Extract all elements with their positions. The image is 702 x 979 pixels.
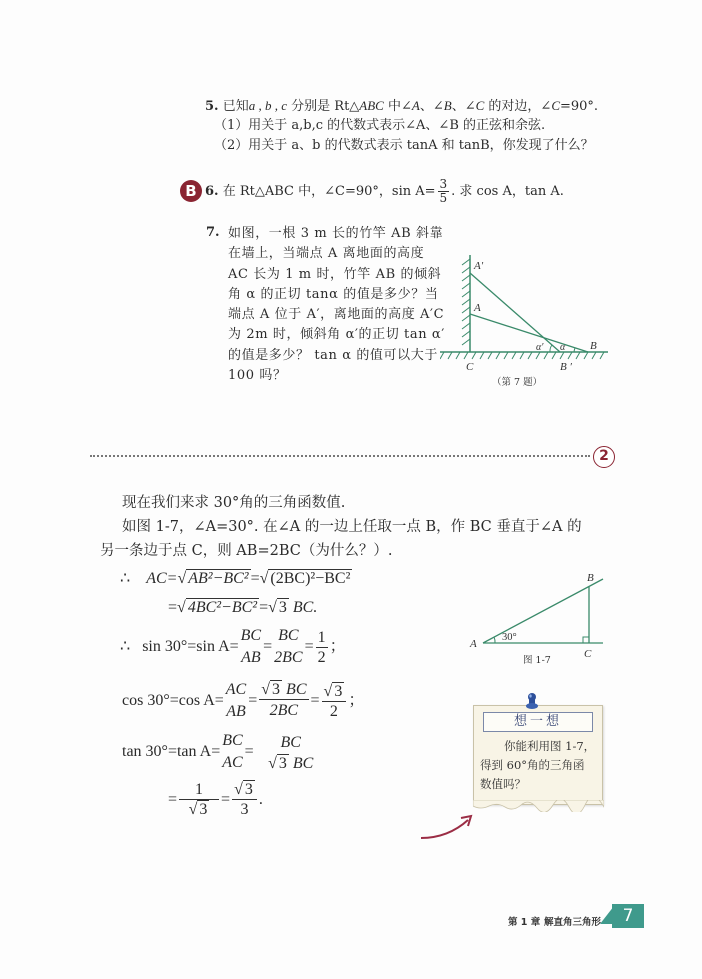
sqrt-sign: √: [259, 570, 269, 587]
level-b-badge: B: [180, 180, 202, 202]
problem-5-sub2: （2）用关于 a、b 的代数式表示 tanA 和 tanB，你发现了什么？: [214, 138, 594, 153]
note-torn-edge: [473, 800, 604, 812]
equation-ac-line2: =√ 4BC²−BC² =√ 3 BC.: [168, 599, 318, 616]
problem-6-number: 6.: [205, 183, 219, 199]
ground-hatching: [440, 352, 604, 359]
figure-1-7-caption: 图 1-7: [523, 655, 551, 666]
label-alpha: α: [560, 342, 566, 353]
paragraph-line1: 如图 1-7，∠A=30°. 在∠A 的一边上任取一点 B，作 BC 垂直于∠A 的: [122, 519, 582, 535]
label-a-prime: A′: [474, 260, 484, 272]
pointer-arrow-icon: [418, 812, 476, 842]
figure-1-7: [465, 565, 610, 673]
equation-sin30: ∴ sin 30°=sin A= BC AB = BC 2BC = $\frac{1}{2}$ ；: [120, 627, 346, 666]
equation-ac-line1: ∴ AC=√ AB²−BC² =√ (2BC)²−BC²: [120, 570, 351, 587]
pushpin-icon: [524, 692, 540, 714]
footer-chapter-title: 解直角三角形: [544, 917, 602, 928]
label-a: A: [470, 638, 477, 650]
problem-7-number: 7.: [206, 225, 220, 240]
label-b: B: [590, 340, 597, 352]
side-ab: [483, 579, 603, 643]
label-angle-30: 30°: [502, 632, 517, 643]
footer-chapter: 第 1 章: [508, 917, 541, 928]
paragraph-line2: 另一条边于点 C，则 AB=2BC（为什么？）.: [100, 543, 393, 559]
equation-tan30-result: = $\frac{1}{√ 3}$ = $\frac{√ 3}{3}$ .: [168, 781, 263, 818]
figure-7-caption: （第 7 题）: [492, 377, 543, 388]
pole-a-prime-b-prime: [470, 273, 560, 352]
sqrt-sign: √: [177, 599, 186, 616]
angle-arc-alpha-prime: [550, 345, 552, 352]
page-number: 7: [612, 904, 644, 928]
problem-5-sub1: （1）用关于 a,b,c 的代数式表示∠A、∠B 的正弦和余弦.: [214, 118, 546, 133]
figure-problem-7: [440, 245, 620, 390]
equation-cos30: cos 30°=cos A= AC AB = $\frac{√ 3 BC}{2BC}$ = $\frac{√ 3}{2}$ ；: [122, 681, 365, 720]
label-alpha-prime: α′: [536, 342, 544, 353]
sqrt-sign: √: [268, 599, 277, 616]
label-b-prime: B ′: [560, 361, 572, 373]
problem-5-number: 5.: [205, 99, 219, 114]
label-c: C: [584, 648, 592, 660]
think-note-card: [473, 705, 603, 805]
therefore-symbol: ∴: [120, 570, 131, 587]
problem-5-line1: 5. 已知a , b , c 分别是 Rt△ABC 中∠A、∠B、∠C 的对边，∠C=90°.: [205, 98, 599, 114]
angle-arc-30: [494, 637, 495, 643]
right-angle-mark: [583, 637, 589, 643]
problem-7-text: 如图，一根 3 m 长的竹竿 AB 斜靠 在墙上，当端点 A 离地面的高度 AC 长为 1 m 时，竹竿 AB 的倾斜 角 α 的正切 tanα 的值是多少？当 端点 A 位于 A′，离地面的高度 A′C 为 2m 时，倾斜角 α′的正切 tan α′ 的值是多少？ tan α 的值可以大于 100 吗？: [228, 226, 445, 384]
note-title: 想一想: [483, 712, 593, 732]
problem-6: 6. 在 Rt△ABC 中，∠C=90°，sin A= $\frac{3}{5}$ . 求 cos A，tan A.: [205, 177, 564, 205]
intro-text: 现在我们来求 30°角的三角函数值.: [122, 495, 346, 511]
note-body: 你能利用图 1-7，得到 60°角的三角函数值吗？: [480, 739, 596, 791]
label-a: A: [474, 302, 481, 314]
sqrt-sign: √: [177, 570, 187, 587]
equation-tan30: tan 30°=tan A= BC AC = BC √ 3 BC: [122, 732, 314, 772]
label-c: C: [466, 361, 474, 373]
pole-a-b: [470, 314, 588, 352]
wall-hatching: [462, 259, 470, 345]
fraction-3-5: $\frac{3}{5}$: [439, 177, 448, 205]
label-b: B: [587, 572, 594, 584]
section-number-badge: 2: [593, 446, 615, 468]
section-divider: [90, 455, 590, 457]
